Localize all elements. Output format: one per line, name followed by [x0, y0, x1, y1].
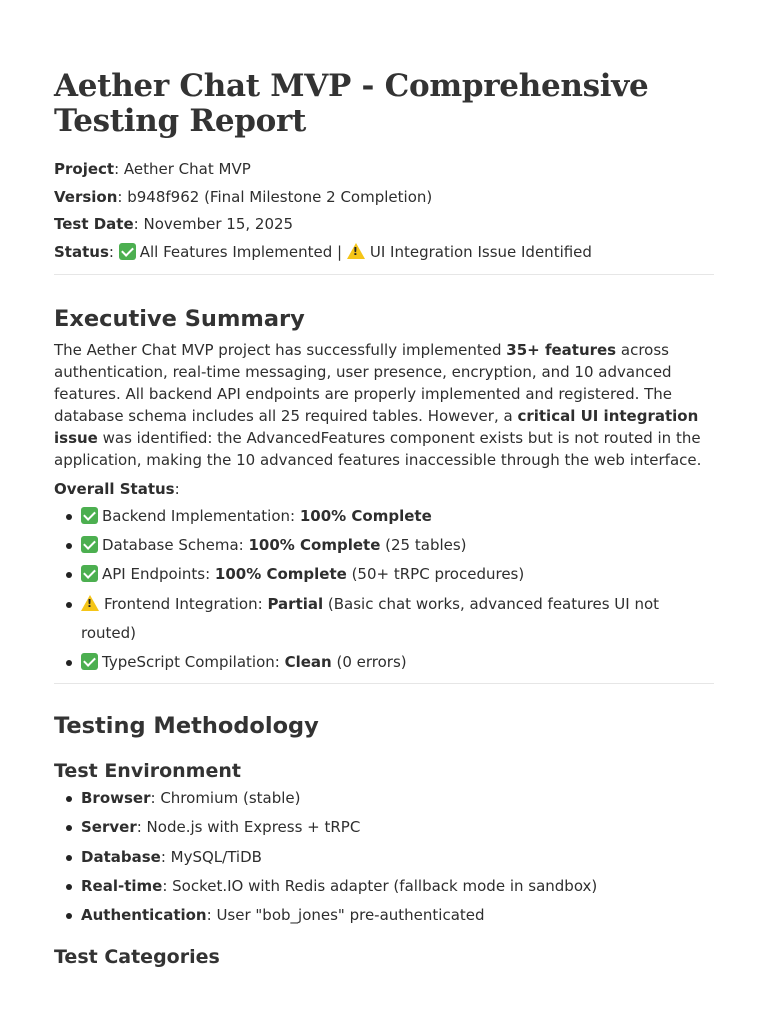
list-item — [79, 843, 714, 872]
section-divider — [54, 683, 714, 684]
check-mark-icon — [119, 243, 136, 260]
env-item-value: : Chromium (stable) — [150, 789, 301, 808]
warning-icon — [81, 595, 99, 611]
summary-text-3: was identified: the AdvancedFeatures component exists but is not routed in the application, making the 10 advanced features inaccessible through the web interface. — [54, 429, 702, 469]
status-item-label: Database Schema: — [102, 536, 249, 555]
check-mark-icon — [81, 507, 98, 524]
env-item-label: Database — [81, 847, 161, 866]
status-item-value: Clean — [284, 653, 332, 672]
meta-date-value: : November 15, 2025 — [133, 215, 294, 233]
meta-version-value: : b948f962 (Final Milestone 2 Completion) — [117, 187, 433, 206]
check-mark-icon — [81, 565, 98, 582]
status-item-note: (Basic chat works, advanced features UI not routed) — [81, 594, 660, 642]
list-item — [79, 531, 714, 560]
warning-icon — [347, 243, 365, 259]
env-item-value: : User "bob_jones" pre-authenticated — [206, 906, 485, 925]
list-item — [79, 872, 714, 901]
status-item-value: 100% Complete — [299, 507, 432, 525]
meta-project — [54, 156, 714, 184]
summary-bold-1: 35+ features — [506, 341, 617, 359]
summary-text-2: across authentication, real-time messaging, user presence, encryption, and 10 advanced features. All backend API endpoints are properly implemented and registered. The database schema includes all 25 required tables. However, a — [54, 341, 673, 425]
page-title: Aether Chat MVP - Comprehensive Testing Report — [54, 68, 649, 139]
test-environment-heading: Test Environment — [54, 760, 241, 783]
meta-status-part2: UI Integration Issue Identified — [369, 242, 592, 261]
meta-status-sep: : — [108, 242, 119, 261]
env-item-label: Browser — [81, 789, 151, 808]
test-categories-heading: Test Categories — [54, 946, 220, 969]
status-item-note: (25 tables) — [380, 536, 467, 555]
env-item-value: : Node.js with Express + tRPC — [136, 818, 361, 837]
meta-version — [54, 184, 714, 212]
meta-test-date — [54, 211, 714, 239]
status-item-note: (0 errors) — [331, 653, 407, 672]
status-item-label: TypeScript Compilation: — [102, 653, 285, 672]
executive-summary-paragraph — [54, 339, 714, 471]
meta-status-label: Status — [54, 242, 109, 261]
overall-status-list — [79, 502, 714, 677]
meta-project-value: : Aether Chat MVP — [114, 160, 251, 178]
status-item-label: API Endpoints: — [102, 565, 215, 584]
env-item-value: : MySQL/TiDB — [160, 847, 262, 866]
list-item — [79, 784, 714, 813]
status-item-label: Backend Implementation: — [102, 507, 300, 525]
env-item-label: Real-time — [81, 876, 163, 895]
env-item-label: Server — [81, 818, 137, 837]
list-item — [79, 813, 714, 842]
summary-text-1: The Aether Chat MVP project has successfully implemented — [54, 341, 507, 359]
meta-date-label: Test Date — [54, 215, 134, 233]
list-item — [79, 901, 714, 930]
meta-version-label: Version — [54, 187, 118, 206]
check-mark-icon — [81, 653, 98, 670]
overall-status-bold: Overall Status — [54, 480, 175, 498]
report-metadata — [54, 156, 714, 266]
list-item — [79, 560, 714, 589]
list-item — [79, 648, 714, 677]
test-environment-list — [79, 784, 714, 930]
meta-project-label: Project — [54, 160, 115, 178]
meta-status — [54, 239, 714, 267]
section-divider — [54, 274, 714, 275]
status-item-value: 100% Complete — [248, 536, 381, 555]
env-item-label: Authentication — [81, 906, 207, 925]
meta-status-part1: All Features Implemented | — [139, 242, 347, 261]
testing-methodology-heading: Testing Methodology — [54, 713, 319, 740]
executive-summary-heading: Executive Summary — [54, 306, 305, 332]
overall-status-label — [54, 478, 714, 500]
list-item — [79, 590, 714, 648]
status-item-label: Frontend Integration: — [104, 594, 268, 613]
overall-status-colon: : — [174, 480, 180, 498]
list-item — [79, 502, 714, 531]
status-item-value: Partial — [267, 594, 324, 613]
status-item-note: (50+ tRPC procedures) — [346, 565, 525, 584]
summary-bold-2: critical UI integration issue — [54, 407, 699, 447]
status-item-value: 100% Complete — [214, 565, 347, 584]
check-mark-icon — [81, 536, 98, 553]
env-item-value: : Socket.IO with Redis adapter (fallback mode in sandbox) — [162, 876, 598, 895]
